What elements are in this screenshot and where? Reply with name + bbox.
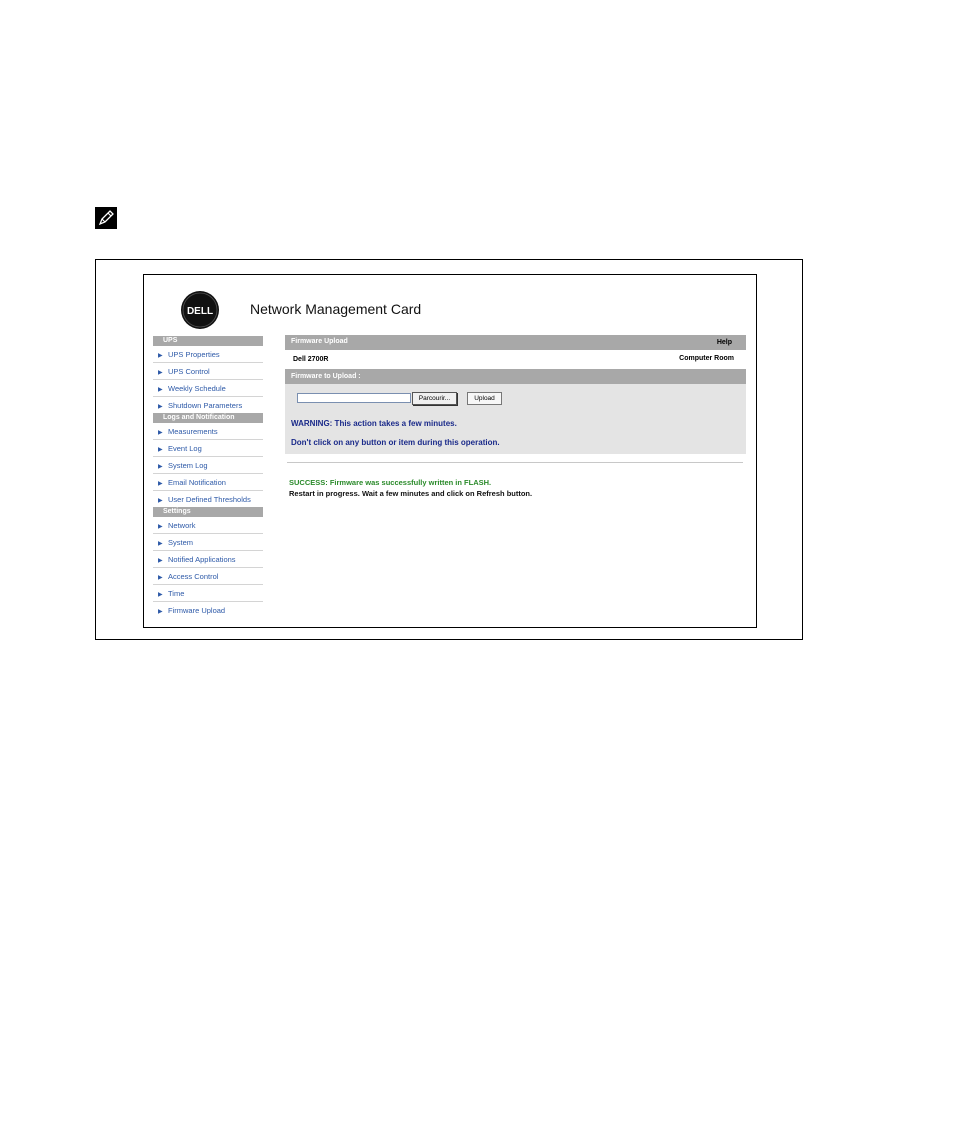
browser-screenshot (143, 274, 757, 628)
sidebar-item-label: Access Control (168, 572, 219, 581)
sidebar-item-label: Email Notification (168, 478, 226, 487)
sidebar-item-time[interactable] (153, 585, 263, 602)
triangle-right-icon: ▶ (158, 609, 163, 615)
restart-message: Restart in progress. Wait a few minutes and click on Refresh button. (289, 489, 533, 498)
svg-text:DELL: DELL (186, 306, 214, 317)
triangle-right-icon: ▶ (158, 430, 163, 436)
sidebar-item-label: UPS Properties (168, 350, 220, 359)
triangle-right-icon: ▶ (158, 541, 163, 547)
sidebar-item-ups-properties[interactable] (153, 346, 263, 363)
triangle-right-icon: ▶ (158, 498, 163, 504)
sidebar-item-label: UPS Control (168, 367, 210, 376)
triangle-right-icon: ▶ (158, 558, 163, 564)
device-name: Dell 2700R (293, 356, 329, 363)
sidebar-section-settings: Settings (153, 507, 263, 517)
sidebar-item-label: Firmware Upload (168, 606, 226, 615)
sidebar-item-label: Shutdown Parameters (168, 401, 243, 410)
triangle-right-icon: ▶ (158, 575, 163, 581)
warning-message: WARNING: This action takes a few minutes. (291, 419, 457, 428)
sidebar-item-label: Notified Applications (168, 555, 236, 564)
note-pencil-icon (95, 207, 117, 229)
sidebar-item-notified-applications[interactable] (153, 551, 263, 568)
sidebar-item-system-log[interactable] (153, 457, 263, 474)
page-title: Firmware Upload (291, 338, 348, 345)
sidebar-item-firmware-upload[interactable] (153, 602, 263, 618)
triangle-right-icon: ▶ (158, 447, 163, 453)
upload-panel (285, 384, 746, 454)
help-link[interactable]: Help (716, 339, 732, 346)
app-title: Network Management Card (250, 301, 422, 317)
sidebar-item-user-defined-thresholds[interactable] (153, 491, 263, 507)
divider (287, 462, 743, 463)
triangle-right-icon: ▶ (158, 370, 163, 376)
main-content (285, 335, 746, 498)
warning-instruction: Don't click on any button or item during this operation. (291, 438, 500, 447)
success-message: SUCCESS: Firmware was successfully written in FLASH. (289, 478, 492, 487)
firmware-file-input[interactable] (297, 393, 411, 403)
triangle-right-icon: ▶ (158, 387, 163, 393)
sidebar-item-label: User Defined Thresholds (168, 495, 251, 504)
upload-section-header: Firmware to Upload : (285, 369, 746, 384)
sidebar-item-email-notification[interactable] (153, 474, 263, 491)
sidebar-item-network[interactable] (153, 517, 263, 534)
sidebar-item-label: Weekly Schedule (168, 384, 226, 393)
triangle-right-icon: ▶ (158, 353, 163, 359)
triangle-right-icon: ▶ (158, 524, 163, 530)
sidebar-item-ups-control[interactable] (153, 363, 263, 380)
sidebar-item-weekly-schedule[interactable] (153, 380, 263, 397)
sidebar-item-access-control[interactable] (153, 568, 263, 585)
dell-logo (180, 290, 220, 330)
sidebar-item-label: Measurements (168, 427, 218, 436)
sidebar-item-label: Event Log (168, 444, 202, 453)
upload-button[interactable]: Upload (467, 392, 502, 405)
sidebar-item-measurements[interactable] (153, 423, 263, 440)
browse-button[interactable]: Parcourir... (412, 392, 457, 405)
triangle-right-icon: ▶ (158, 464, 163, 470)
sidebar-section-ups: UPS (153, 336, 263, 346)
sidebar-section-logs: Logs and Notification (153, 413, 263, 423)
device-info-row (285, 350, 746, 369)
triangle-right-icon: ▶ (158, 481, 163, 487)
sidebar-item-system[interactable] (153, 534, 263, 551)
page-title-bar (285, 335, 746, 350)
triangle-right-icon: ▶ (158, 404, 163, 410)
sidebar-item-shutdown-parameters[interactable] (153, 397, 263, 413)
triangle-right-icon: ▶ (158, 592, 163, 598)
sidebar-item-label: System (168, 538, 194, 547)
sidebar-item-label: System Log (168, 461, 208, 470)
sidebar-item-label: Time (168, 589, 185, 598)
sidebar-item-label: Network (168, 521, 196, 530)
sidebar-nav (153, 336, 263, 618)
sidebar-item-event-log[interactable] (153, 440, 263, 457)
device-location: Computer Room (679, 355, 734, 362)
